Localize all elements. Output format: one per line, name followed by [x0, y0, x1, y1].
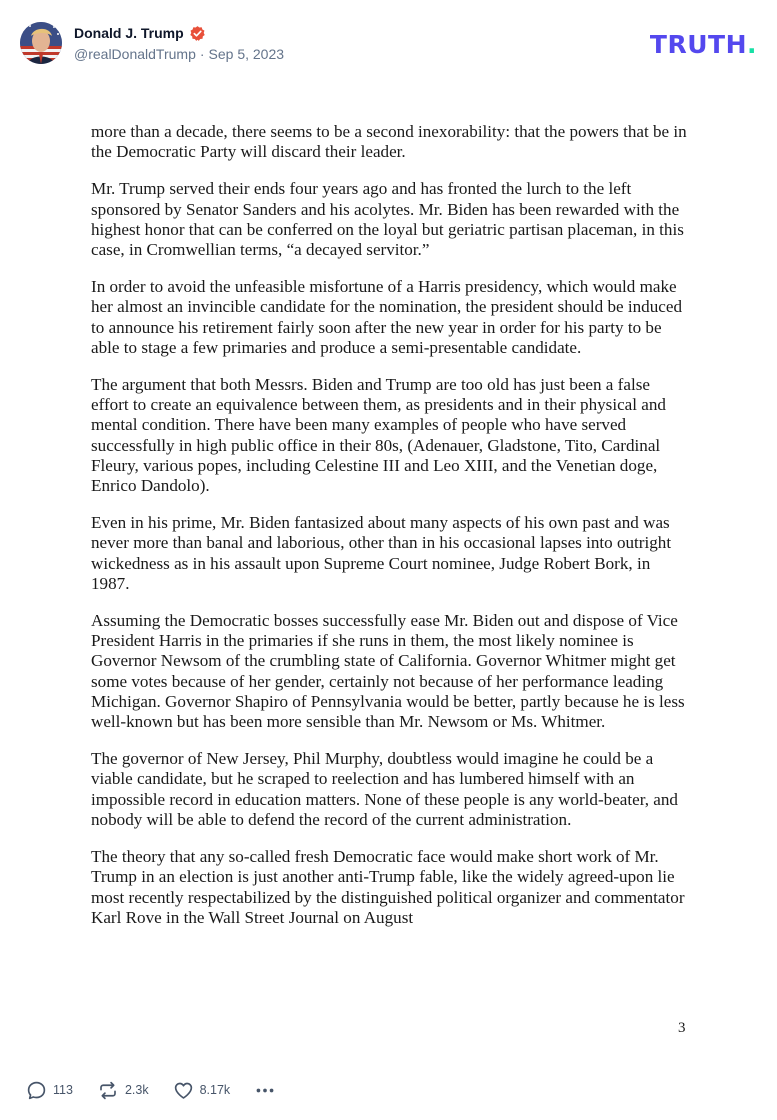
- truth-logo-dot: .: [747, 30, 757, 59]
- post-header: [20, 22, 757, 66]
- document-paragraph: Assuming the Democratic bosses successfully ease Mr. Biden out and dispose of Vice President Harris in the primaries if she runs in them, the most likely nominee is Governor Newsom of the crumbling state of California. Governor Whitmer might get some votes because of her gender, certainly not because of her performance leading Michigan. Governor Shapiro of Pennsylvania would be better, partly because he is less well-known but has been more sensible than Mr. Newsom or Ms. Whitmer.: [91, 611, 685, 732]
- reply-icon: [26, 1080, 47, 1101]
- reply-count: 113: [53, 1083, 73, 1097]
- reply-button[interactable]: [26, 1080, 73, 1101]
- post-actions: [26, 1079, 300, 1101]
- meta-separator: ·: [199, 46, 205, 62]
- retruth-icon: [97, 1080, 119, 1101]
- more-button[interactable]: [254, 1080, 276, 1101]
- heart-icon: [173, 1080, 194, 1101]
- avatar[interactable]: [20, 22, 62, 64]
- author-name[interactable]: Donald J. Trump: [74, 25, 184, 41]
- document-paragraph: In order to avoid the unfeasible misfortune of a Harris presidency, which would make her almost an invincible candidate for the nomination, the president should be induced to announce his retirement fairly soon after the new year in order for his party to be able to stage a few primaries and produce a semi-presentable candidate.: [91, 277, 682, 357]
- document-paragraph: The argument that both Messrs. Biden and Trump are too old has just been a false effort to create an equivalence between them, as presidents and in their physical and mental condition. There have been many examples of people who have served successfully in high public office in their 80s, (Adenauer, Gladstone, Tito, Cardinal Fleury, various popes, including Celestine III and Leo XIII, and the Venetian doge, Enrico Dandolo).: [91, 375, 666, 496]
- author-handle[interactable]: @realDonaldTrump: [74, 46, 196, 62]
- like-button[interactable]: [173, 1080, 231, 1101]
- document-image-text: [91, 122, 691, 945]
- document-paragraph: more than a decade, there seems to be a second inexorability: that the powers that be in the Democratic Party will discard their leader.: [91, 122, 687, 162]
- document-paragraph: The governor of New Jersey, Phil Murphy, doubtless would imagine he could be a viable candidate, but he scraped to reelection and has lumbered himself with an impossible record in education matters. None of these people is any world-beater, and nobody will be able to defend the record of the current administration.: [91, 749, 678, 829]
- verified-badge-icon: [189, 25, 206, 42]
- retruth-count: 2.3k: [124, 1083, 149, 1097]
- document-paragraph: Even in his prime, Mr. Biden fantasized about many aspects of his own past and was never more than banal and laborious, other than in his occasional lapses into outright wickedness as in his assault upon Supreme Court nominee, Judge Robert Bork, in 1987.: [91, 513, 672, 593]
- document-paragraph: Mr. Trump served their ends four years ago and has fronted the lurch to the left sponsored by Senator Sanders and his acolytes. Mr. Biden has been rewarded with the highest honor that can be conferred on the loyal but geriatric partisan placeman, in this case, in Cromwellian terms, “a decayed servitor.”: [91, 179, 684, 260]
- truth-logo-text: TRUTH: [649, 30, 747, 59]
- post-date[interactable]: Sep 5, 2023: [208, 46, 285, 62]
- author-info: [74, 23, 284, 62]
- document-paragraph: The theory that any so-called fresh Democratic face would make short work of Mr. Trump in an election is just another anti-Trump fable, like the widely agreed-upon lie most recently respectabilized by the distinguished political organizer and commentator Karl Rove in the Wall Street Journal on August: [91, 847, 685, 927]
- truth-logo[interactable]: [650, 30, 757, 59]
- avatar-portrait-image: [20, 22, 62, 64]
- retruth-button[interactable]: [97, 1080, 149, 1101]
- more-icon: [254, 1080, 276, 1101]
- like-count: 8.17k: [199, 1083, 231, 1097]
- document-page-number: 3: [678, 1020, 686, 1036]
